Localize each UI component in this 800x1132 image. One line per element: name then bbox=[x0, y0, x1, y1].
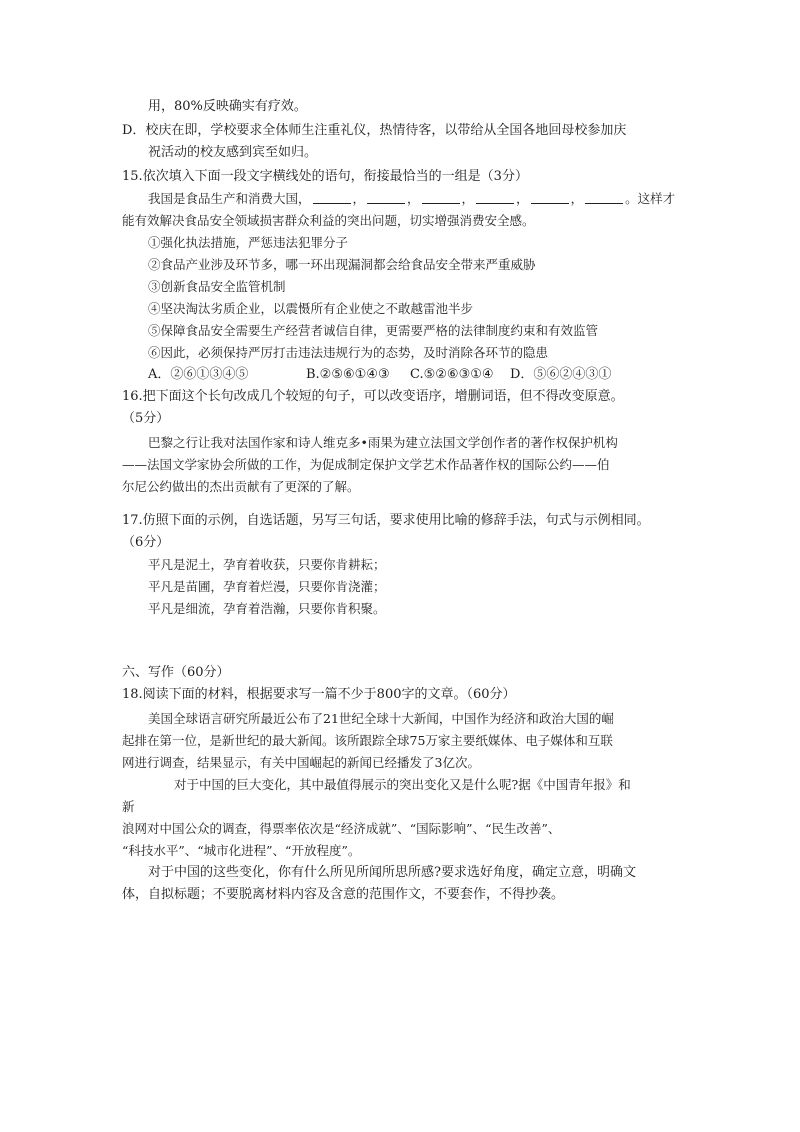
q15-blank-6 bbox=[585, 191, 623, 204]
q16-passage-line: ——法国文学家协会所做的工作，为促成制定保护文学艺术作品著作权的国际公约——伯 bbox=[122, 457, 610, 472]
q17-example: 平凡是细流，孕育着浩瀚，只要你肯积聚。 bbox=[148, 601, 386, 616]
q14-option-d-cont: 祝活动的校友感到宾至如归。 bbox=[148, 145, 318, 160]
section-title-writing: 六、写作（60分） bbox=[122, 665, 230, 680]
q15-option-a: A．②⑥①③④⑤ bbox=[148, 367, 249, 382]
q17-stem: 17.仿照下面的示例，自选话题，另写三句话，要求使用比喻的修辞手法，句式与示例相同。 bbox=[122, 513, 650, 528]
q15-item: ⑤保障食品安全需要生产经营者诚信自律，更需要严格的法律制度约束和有效监管 bbox=[148, 323, 599, 338]
q15-option-b: B.②⑤⑥①④③ bbox=[306, 367, 390, 382]
q18-para2-line: 对于中国的巨大变化，其中最值得展示的突出变化又是什么呢?据《中国青年报》和 bbox=[174, 777, 631, 792]
q15-stem: 15.依次填入下面一段文字横线处的语句，衔接最恰当的一组是（3分） bbox=[122, 169, 528, 184]
q17-example: 平凡是苗圃，孕育着烂漫，只要你肯浇灌； bbox=[148, 579, 386, 594]
q15-item: ②食品产业涉及环节多，哪一环出现漏洞都会给食品安全带来严重威胁 bbox=[148, 257, 536, 272]
q15-blank-1 bbox=[313, 191, 351, 204]
q15-item: ⑥因此，必须保持严厉打击违法违规行为的态势，及时消除各环节的隐患 bbox=[148, 345, 549, 360]
q15-blank-5 bbox=[531, 191, 569, 204]
q16-passage-line: 巴黎之行让我对法国作家和诗人维克多•雨果为建立法国文学创作者的著作权保护机构 bbox=[148, 435, 618, 450]
q15-item: ①强化执法措施，严惩违法犯罪分子 bbox=[148, 235, 349, 250]
q18-stem: 18.阅读下面的材料，根据要求写一篇不少于800字的文章。（60分） bbox=[122, 687, 516, 702]
q15-passage-line2: 能有效解决食品安全领域损害群众利益的突出问题，切实增强消费安全感。 bbox=[122, 213, 535, 228]
q17-example: 平凡是泥土，孕育着收获，只要你肯耕耘； bbox=[148, 557, 386, 572]
q14-line: 用，80%反映确实有疗效。 bbox=[148, 99, 307, 114]
q15-option-c: C.⑤②⑥③①④ bbox=[410, 367, 494, 382]
q16-score: （5分） bbox=[122, 411, 170, 426]
q16-stem: 16.把下面这个长句改成几个较短的句子，可以改变语序，增删词语，但不得改变原意。 bbox=[122, 389, 624, 404]
q15-passage-end: 。这样才 bbox=[625, 191, 676, 206]
q14-option-d: D．校庆在即，学校要求全体师生注重礼仪，热情待客，以带给从全国各地回母校参加庆 bbox=[122, 123, 627, 138]
q18-para2-line: “科技水平”、“城市化进程”、“开放程度”。 bbox=[122, 843, 361, 858]
q15-passage-start: 我国是食品生产和消费大国， bbox=[148, 191, 311, 206]
q15-item: ④坚决淘汰劣质企业，以震慑所有企业使之不敢越雷池半步 bbox=[148, 301, 474, 316]
q18-para2-line: 浪网对中国公众的调查，得票率依次是“经济成就”、“国际影响”、“民生改善”、 bbox=[122, 821, 561, 836]
q15-blank-4 bbox=[476, 191, 514, 204]
q18-para3-line: 体，自拟标题；不要脱离材料内容及含意的范围作文，不要套作，不得抄袭。 bbox=[122, 887, 565, 902]
q15-item: ③创新食品安全监管机制 bbox=[148, 279, 286, 294]
q18-para1-line: 美国全球语言研究所最近公布了21世纪全球十大新闻，中国作为经济和政治大国的崛 bbox=[148, 711, 614, 726]
q16-passage-line: 尔尼公约做出的杰出贡献有了更深的了解。 bbox=[122, 479, 360, 494]
q18-para3-line: 对于中国的这些变化，你有什么所见所闻所思所感?要求选好角度，确定立意，明确文 bbox=[148, 865, 636, 880]
q15-blank-3 bbox=[422, 191, 460, 204]
q18-para2-line: 新 bbox=[122, 799, 135, 814]
q15-option-d: D．⑤⑥②④③① bbox=[510, 367, 612, 382]
q15-passage: 我国是食品生产和消费大国， ， ， ， ， ， 。这样才 bbox=[148, 191, 676, 206]
q18-para1-line: 网进行调查，结果显示，有关中国崛起的新闻已经播发了3亿次。 bbox=[122, 755, 480, 770]
q17-score: （6分） bbox=[122, 535, 170, 550]
q18-para1-line: 起排在第一位，是新世纪的最大新闻。该所跟踪全球75万家主要纸媒体、电子媒体和互联 bbox=[122, 733, 613, 748]
q15-blank-2 bbox=[367, 191, 405, 204]
